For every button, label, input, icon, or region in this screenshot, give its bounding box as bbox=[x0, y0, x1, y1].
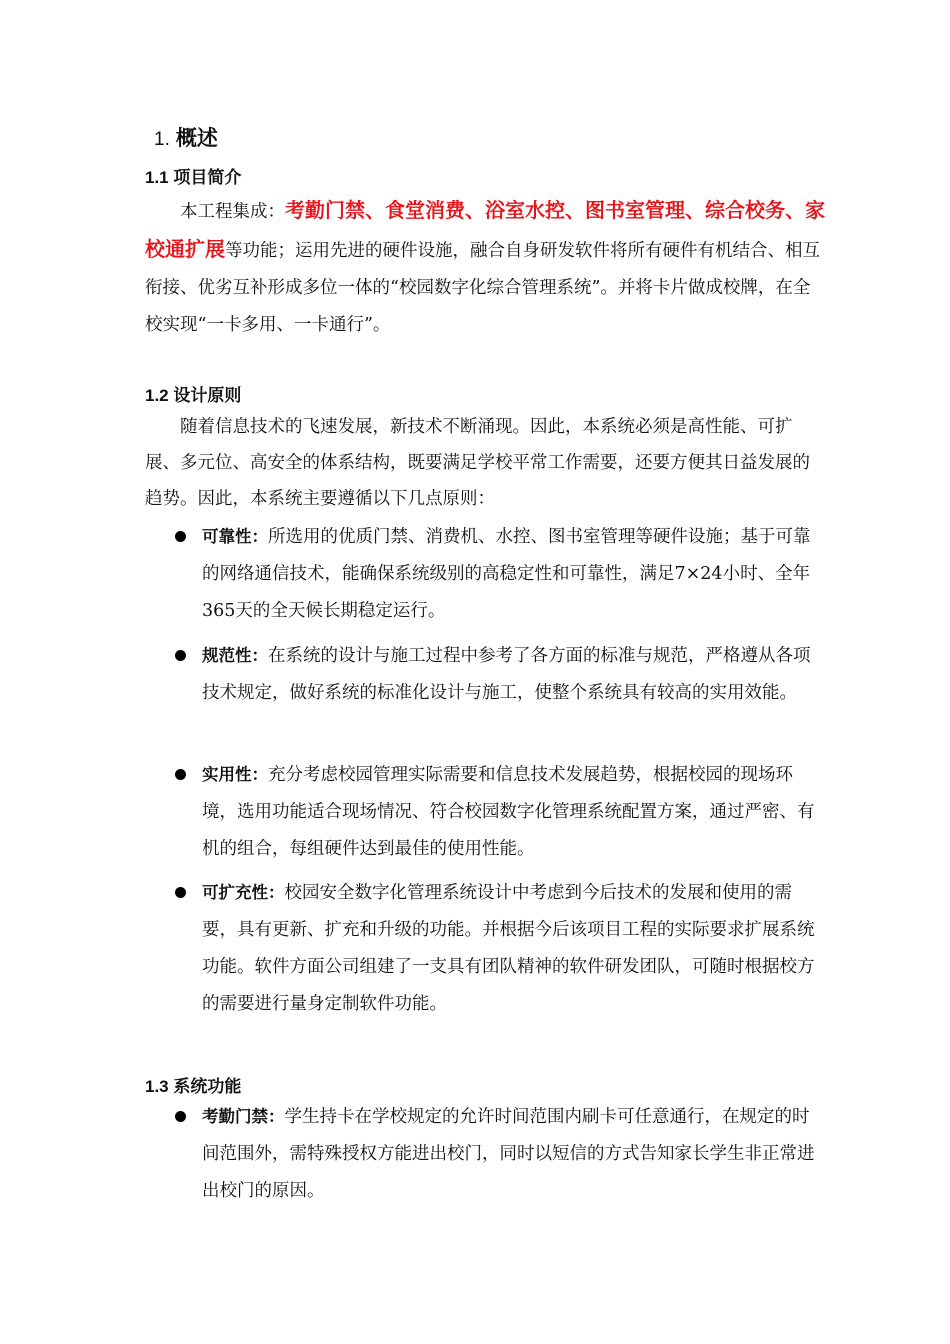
principle-text: 所选用的优质门禁、消费机、水控、图书室管理等硬件设施；基于可靠的网络通信技术，能确保系统级别的高稳定性和可靠性，满足7×24小时、全年365天的全天候长期稳定运行。 bbox=[202, 527, 811, 621]
bullet-icon bbox=[175, 1111, 186, 1122]
principle-text: 校园安全数字化管理系统设计中考虑到今后技术的发展和使用的需要，具有更新、扩充和升级的功能。并根据今后该项目工程的实际要求扩展系统功能。软件方面公司组建了一支具有团队精神的软件研发团队，可随时根据校方的需要进行量身定制软件功能。 bbox=[202, 883, 815, 1014]
principle-practicality bbox=[175, 756, 825, 868]
section-1-title: 概述 bbox=[175, 127, 218, 150]
bullet-icon bbox=[175, 887, 186, 898]
section-1-1-paragraph bbox=[145, 192, 825, 344]
section-1-1-heading: 1.1 项目简介 bbox=[145, 168, 242, 187]
bullet-icon bbox=[175, 531, 186, 542]
bullet-icon bbox=[175, 650, 186, 661]
principle-term: 可靠性： bbox=[202, 527, 268, 546]
section-1-2-heading: 1.2 设计原则 bbox=[145, 386, 242, 405]
principle-term: 实用性： bbox=[202, 765, 268, 784]
section-1-heading bbox=[154, 122, 218, 152]
intro-rest: 等功能；运用先进的硬件设施，融合自身研发软件将所有硬件有机结合、相互衔接、优劣互补形成多位一体的“校园数字化综合管理系统”。并将卡片做成校牌，在全校实现“一卡多用、一卡通行”。 bbox=[145, 241, 820, 335]
principle-text: 充分考虑校园管理实际需要和信息技术发展趋势，根据校园的现场环境，选用功能适合现场情况、符合校园数字化管理系统配置方案，通过严密、有机的组合，每组硬件达到最佳的使用性能。 bbox=[202, 765, 815, 859]
section-1-2-paragraph bbox=[145, 409, 825, 517]
principle-term: 规范性： bbox=[202, 646, 268, 665]
principle-standardization bbox=[175, 637, 825, 712]
principles-intro: 随着信息技术的飞速发展，新技术不断涌现。因此，本系统必须是高性能、可扩展、多元位、高安全的体系结构，既要满足学校平常工作需要，还要方便其日益发展的趋势。因此，本系统主要遵循以下几点原则： bbox=[145, 417, 810, 509]
function-attendance-access bbox=[175, 1098, 825, 1210]
section-1-number: 1. bbox=[154, 129, 170, 150]
function-term: 考勤门禁： bbox=[202, 1107, 285, 1126]
bullet-icon bbox=[175, 769, 186, 780]
principle-term: 可扩充性： bbox=[202, 883, 285, 902]
principle-reliability bbox=[175, 518, 825, 630]
section-1-3-heading: 1.3 系统功能 bbox=[145, 1077, 242, 1096]
principle-extensibility bbox=[175, 874, 825, 1023]
principle-text: 在系统的设计与施工过程中参考了各方面的标准与规范，严格遵从各项技术规定，做好系统的标准化设计与施工，使整个系统具有较高的实用效能。 bbox=[202, 646, 811, 703]
intro-text: 本工程集成： bbox=[180, 202, 285, 222]
function-text: 学生持卡在学校规定的允许时间范围内刷卡可任意通行，在规定的时间范围外，需特殊授权方能进出校门，同时以短信的方式告知家长学生非正常进出校门的原因。 bbox=[202, 1107, 815, 1201]
highlight-modules: 考勤门禁、食堂消费、浴室水控、图书室管理、综合校务、家校通扩展 bbox=[145, 198, 825, 261]
